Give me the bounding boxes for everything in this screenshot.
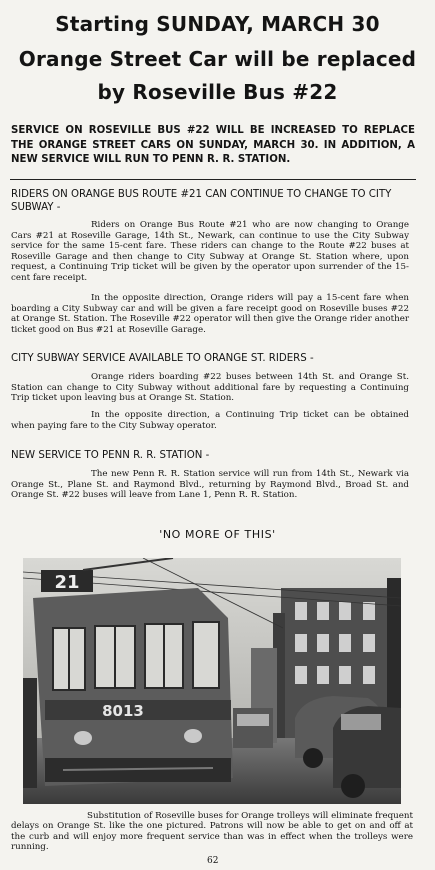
- headline-date: Starting SUNDAY, MARCH 30: [55, 12, 380, 36]
- section-city-subway-paragraph-2: [11, 410, 409, 431]
- divider-rule: [10, 179, 416, 180]
- photo-caption-text: [11, 811, 413, 853]
- section-heading-city-subway: CITY SUBWAY SERVICE AVAILABLE TO ORANGE ST. RIDERS -: [11, 353, 314, 364]
- headline-replacement: Orange Street Car will be replaced: [18, 47, 417, 71]
- car-number: 8013: [102, 702, 144, 720]
- service-announcement: SERVICE ON ROSEVILLE BUS #22 WILL BE INCREASED TO REPLACE THE ORANGE STREET CARS ON SUNDAY, MARCH 30. IN ADDITION, A NEW SERVICE WILL RUN TO PENN R. R. STATION.: [11, 125, 415, 165]
- section-city-subway-text-1: Orange riders boarding #22 buses between 14th St. and Orange St. Station can change to City Subway without additional fare by requesting a Continuing Trip ticket upon leaving bus at Orange St. Station.: [11, 372, 409, 404]
- section-bus-21-text-2: In the opposite direction, Orange riders will pay a 15-cent fare when boarding a City Subway car and will be given a fare receipt good on Roseville buses #22 at Orange St. Station. The Roseville #22 operator will then give the Orange rider another ticket good on Bus #21 at Roseville Garage.: [11, 293, 409, 335]
- section-heading-penn-station: NEW SERVICE TO PENN R. R. STATION -: [11, 450, 210, 461]
- page-number: 62: [207, 856, 219, 866]
- section-bus-21-paragraph-1: [11, 220, 409, 284]
- section-heading-bus-21: RIDERS ON ORANGE BUS ROUTE #21 CAN CONTINUE TO CHANGE TO CITY SUBWAY -: [11, 189, 392, 213]
- headline-bus: by Roseville Bus #22: [97, 80, 338, 104]
- section-city-subway-paragraph-1: [11, 372, 409, 404]
- photo-caption-title: 'NO MORE OF THIS': [159, 528, 276, 541]
- section-bus-21-text-1: Riders on Orange Bus Route #21 who are now changing to Orange Cars #21 at Roseville Garage, 14th St., Newark, can continue to use the City Subway service for the same 15-cent fare. These riders can change to the Route #22 buses at Roseville Garage and then change to City Subway at Orange St. Station where, upon request, a Continuing Trip ticket will be given by the operator upon surrender of the 15-cent fare receipt.: [11, 220, 409, 283]
- photo-caption-body: Substitution of Roseville buses for Orange trolleys will eliminate frequent delays on Orange St. like the one pictured. Patrons will now be able to get on and off at the curb and will enjoy more frequent service than was in effect when the trolleys were running.: [11, 811, 413, 853]
- section-city-subway-text-2: In the opposite direction, a Continuing Trip ticket can be obtained when paying fare to the City Subway operator.: [11, 410, 409, 431]
- section-bus-21-paragraph-2: [11, 293, 409, 335]
- section-penn-station-text: The new Penn R. R. Station service will run from 14th St., Newark via Orange St., Plane St. and Raymond Blvd., returning by Raymond Blvd., Broad St. and Orange St. #22 buses will leave from Lane 1, Penn R. R. Station.: [11, 469, 409, 501]
- trolley-photo: [23, 558, 401, 804]
- route-sign: 21: [54, 572, 80, 593]
- section-penn-station-paragraph: [11, 469, 409, 501]
